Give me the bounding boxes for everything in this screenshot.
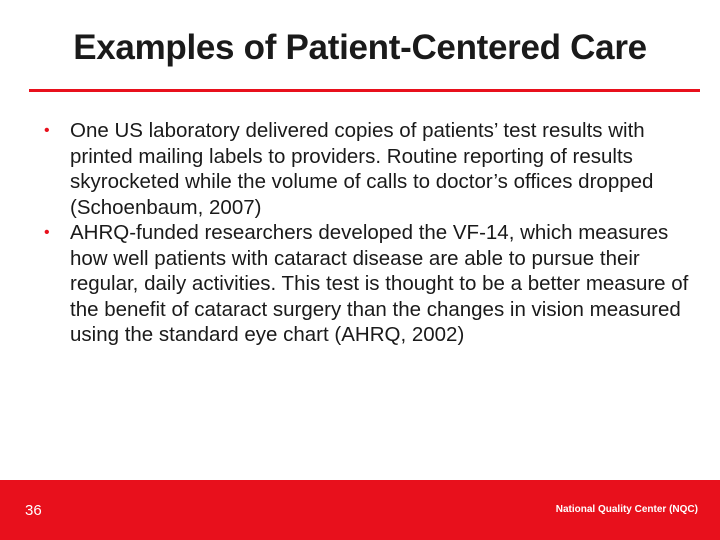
bullet-text: AHRQ-funded researchers developed the VF-14, which measures how well patients with cataract disease are able to pursue their regular, daily activities. This test is thought to be a better measure of the benefit of cataract surgery than the changes in vision measured using the standard eye chart (AHRQ, 2002)	[70, 221, 689, 346]
page-number: 36	[25, 502, 42, 519]
bullet-text: One US laboratory delivered copies of patients’ test results with printed mailing labels to providers. Routine reporting of results skyrocketed while the volume of calls to doctor’s offices dropped (Schoenbaum, 2007)	[70, 119, 654, 219]
bullet-item	[40, 118, 700, 220]
slide-title: Examples of Patient-Centered Care	[73, 28, 647, 67]
title-divider	[29, 89, 700, 92]
footer-bar	[0, 480, 720, 540]
bullet-marker: •	[44, 122, 50, 139]
bullet-list	[40, 118, 700, 348]
organization-name: National Quality Center (NQC)	[555, 504, 698, 515]
bullet-item	[40, 220, 700, 348]
bullet-marker: •	[44, 224, 50, 241]
